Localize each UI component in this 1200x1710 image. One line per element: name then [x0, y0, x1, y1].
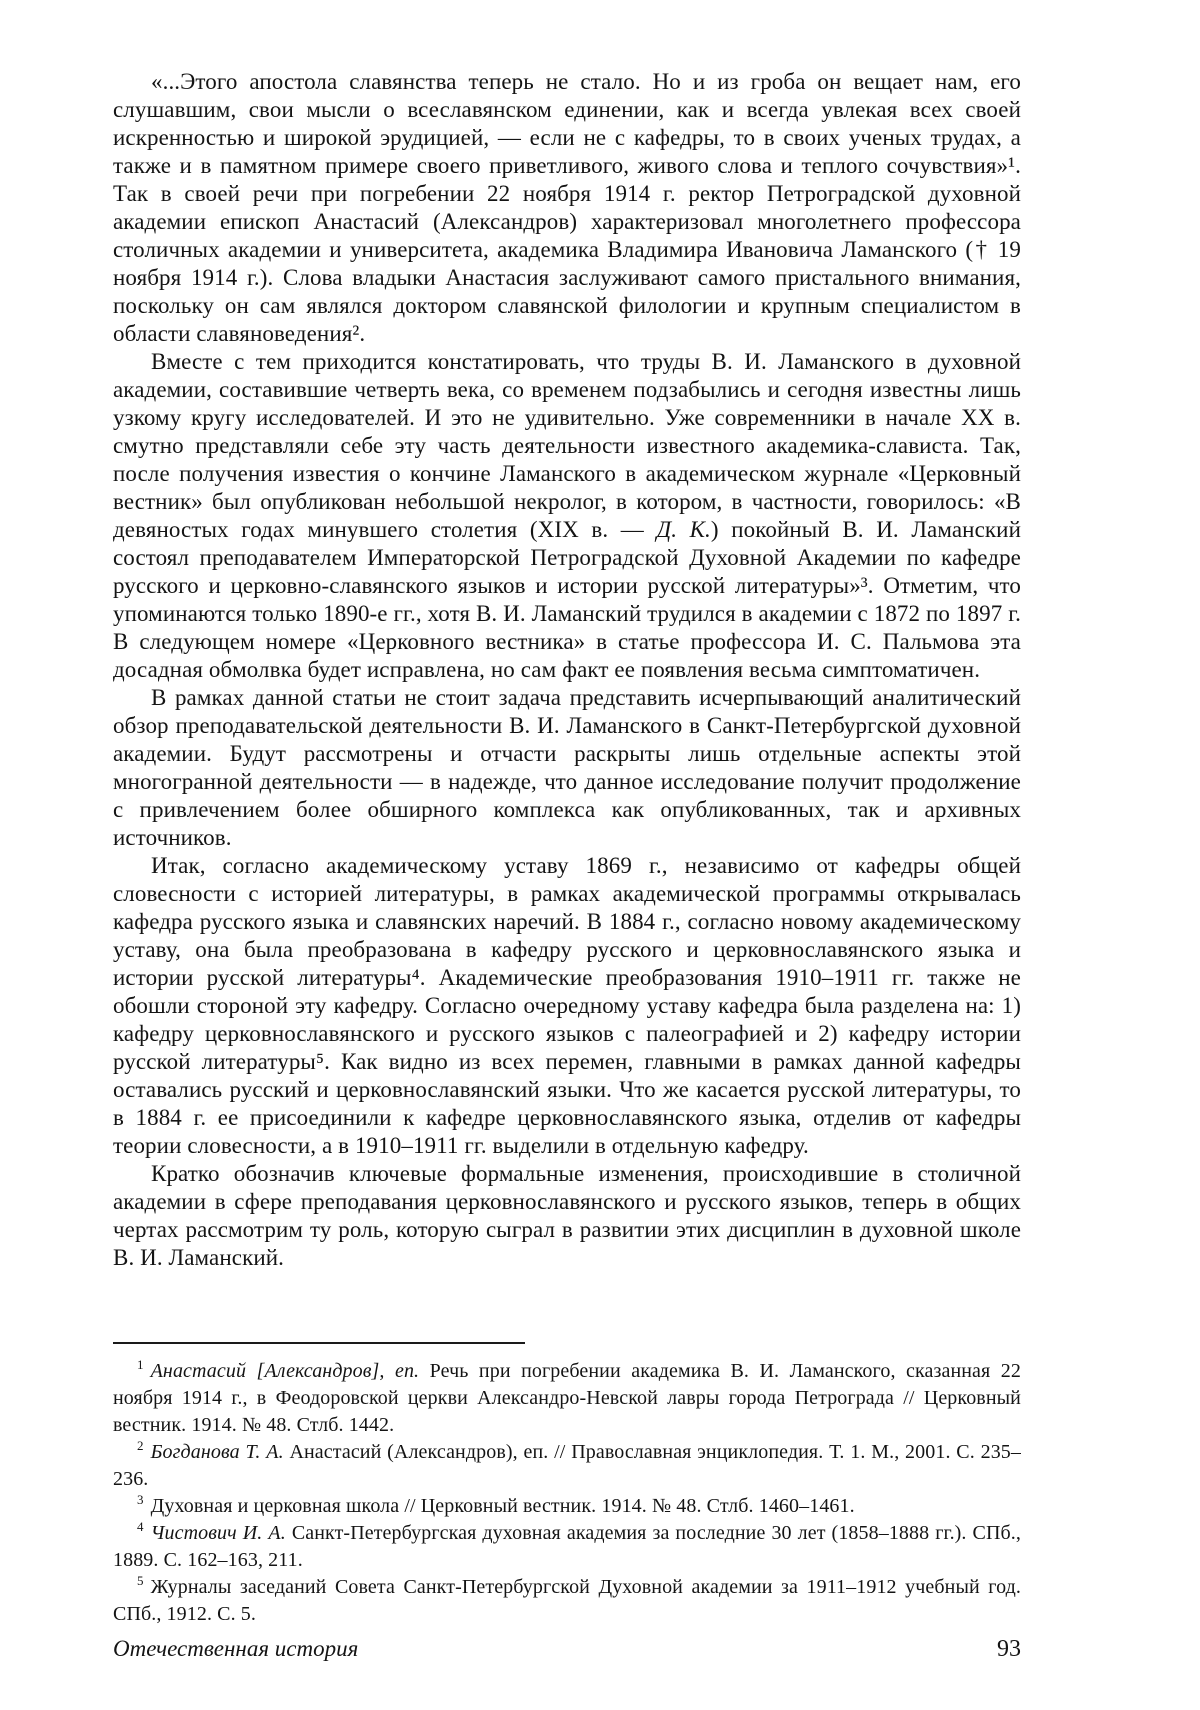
paragraph-5	[113, 1160, 1021, 1272]
footnote-2-marker: 2	[137, 1438, 144, 1454]
article-body	[113, 68, 1021, 1272]
footnote-separator	[113, 1342, 525, 1344]
paragraph-1	[113, 68, 1021, 348]
footnote-3-text: Духовная и церковная школа // Церковный вестник. 1914. № 48. Стлб. 1460–1461.	[150, 1495, 855, 1517]
page-footer	[113, 1636, 1021, 1663]
footnote-5-text: Журналы заседаний Совета Санкт-Петербургской Духовной академии за 1911–1912 учебный год. СПб., 1912. С. 5.	[113, 1576, 1021, 1625]
footnote-4	[113, 1520, 1021, 1574]
footnote-3-marker: 3	[137, 1492, 144, 1508]
footnotes-section	[113, 1342, 1021, 1628]
paragraph-2-text-post: ) покойный В. И. Ламанский состоял преподавателем Императорской Петроградской Духовной Академии по кафедре русского и церковно-славянского языков и истории русской литературы»³. Отметим, что упоминаются только 1890-е гг., хотя В. И. Ламанский трудился в академии с 1872 по 1897 г. В следующем номере «Церковного вестника» в статье профессора И. С. Пальмова эта досадная обмолвка будет исправлена, но сам факт ее появления весьма симптоматичен.	[113, 517, 1021, 682]
footnote-4-author: Чистович И. А.	[150, 1522, 286, 1544]
footnote-1-marker: 1	[137, 1357, 144, 1373]
footnote-2-author: Богданова Т. А.	[150, 1441, 284, 1463]
paragraph-2	[113, 348, 1021, 684]
paragraph-3-text: В рамках данной статьи не стоит задача представить исчерпывающий аналитический обзор преподавательской деятельности В. И. Ламанского в Санкт-Петербургской духовной академии. Будут рассмотрены и отчасти раскрыты лишь отдельные аспекты этой многогранной деятельности — в надежде, что данное исследование получит продолжение с привлечением более обширного комплекса как опубликованных, так и архивных источников.	[113, 685, 1021, 850]
journal-section-title: Отечественная история	[113, 1636, 359, 1661]
footnote-2	[113, 1439, 1021, 1493]
paragraph-1-text: «...Этого апостола славянства теперь не стало. Но и из гроба он вещает нам, его слушавшим, свои мысли о всеславянском единении, как и всегда увлекая всех своей искренностью и широкой эрудицией, — если не с кафедры, то в своих ученых трудах, а также и в памятном примере своего приветливого, живого слова и теплого сочувствия»¹. Так в своей речи при погребении 22 ноября 1914 г. ректор Петроградской духовной академии епископ Анастасий (Александров) характеризовал многолетнего профессора столичных академии и университета, академика Владимира Ивановича Ламанского († 19 ноября 1914 г.). Слова владыки Анастасия заслуживают самого пристального внимания, поскольку он сам являлся доктором славянской филологии и крупным специалистом в области славяноведения².	[113, 69, 1021, 346]
paragraph-4-text: Итак, согласно академическому уставу 1869 г., независимо от кафедры общей словесности с историей литературы, в рамках академической программы открывалась кафедра русского языка и славянских наречий. В 1884 г., согласно новому академическому уставу, она была преобразована в кафедру русского и церковнославянского языка и истории русской литературы⁴. Академические преобразования 1910–1911 гг. также не обошли стороной эту кафедру. Согласно очередному уставу кафедра была разделена на: 1) кафедру церковнославянского и русского языков с палеографией и 2) кафедру истории русской литературы⁵. Как видно из всех перемен, главными в рамках данной кафедры оставались русский и церковнославянский языки. Что же касается русской литературы, то в 1884 г. ее присоединили к кафедре церковнославянского языка, отделив от кафедры теории словесности, а в 1910–1911 гг. выделили в отдельную кафедру.	[113, 853, 1021, 1158]
paragraph-2-text-pre: Вместе с тем приходится констатировать, что труды В. И. Ламанского в духовной академии, составившие четверть века, со временем подзабылись и сегодня известны лишь узкому кругу исследователей. И это не удивительно. Уже современники в начале XX в. смутно представляли себе эту часть деятельности известного академика-слависта. Так, после получения известия о кончине Ламанского в академическом журнале «Церковный вестник» был опубликован небольшой некролог, в котором, в частности, говорилось: «В девяностых годах минувшего столетия (XIX в. —	[113, 349, 1021, 542]
footnote-5-marker: 5	[137, 1573, 144, 1589]
footnote-4-marker: 4	[137, 1519, 144, 1535]
footnote-1-author: Анастасий [Александров], еп.	[150, 1360, 420, 1382]
paragraph-3	[113, 684, 1021, 852]
editorial-initials: Д. К.	[656, 517, 711, 542]
footnote-4-text: Санкт-Петербургская духовная академия за последние 30 лет (1858–1888 гг.). СПб., 1889. С. 162–163, 211.	[113, 1522, 1021, 1571]
page-number: 93	[997, 1636, 1021, 1662]
paragraph-5-text: Кратко обозначив ключевые формальные изменения, происходившие в столичной академии в сфере преподавания церковнославянского и русского языков, теперь в общих чертах рассмотрим ту роль, которую сыграл в развитии этих дисциплин в духовной школе В. И. Ламанский.	[113, 1161, 1021, 1270]
footnote-3	[113, 1493, 1021, 1520]
footnote-1	[113, 1358, 1021, 1439]
paragraph-4	[113, 852, 1021, 1160]
footnote-2-text: Анастасий (Александров), еп. // Православная энциклопедия. Т. 1. М., 2001. С. 235–236.	[113, 1441, 1022, 1490]
footnote-1-text: Речь при погребении академика В. И. Ламанского, сказанная 22 ноября 1914 г., в Феодоровской церкви Александро-Невской лавры города Петрограда // Церковный вестник. 1914. № 48. Стлб. 1442.	[113, 1360, 1022, 1436]
footnote-5	[113, 1574, 1021, 1628]
